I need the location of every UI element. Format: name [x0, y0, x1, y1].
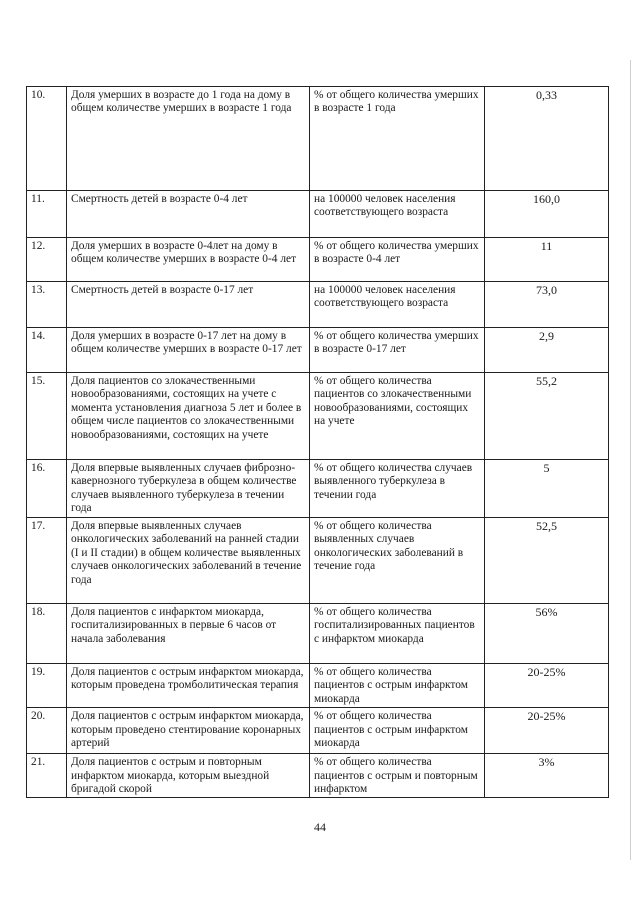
indicator-name: Доля пациентов с острым и повторным инфарктом миокарда, которым выездной бригадой скорой [67, 754, 310, 798]
target-value: 5 [485, 460, 609, 518]
unit-of-measure: % от общего количества пациентов с острым и повторным инфарктом [310, 754, 485, 798]
unit-of-measure: % от общего количества выявленных случаев онкологических заболеваний в течение года [310, 518, 485, 604]
target-value: 160,0 [485, 191, 609, 238]
indicator-name: Доля впервые выявленных случаев онкологических заболеваний на ранней стадии (I и II стадии) в общем количестве выявленных случаев онкологических заболеваний в течение года [67, 518, 310, 604]
unit-of-measure: % от общего количества госпитализированных пациентов с инфарктом миокарда [310, 604, 485, 664]
indicator-name: Доля впервые выявленных случаев фиброзно-кавернозного туберкулеза в общем количестве случаев выявленного туберкулеза в течении года [67, 460, 310, 518]
indicators-table [26, 86, 609, 798]
row-number: 18. [27, 604, 67, 664]
indicator-name: Доля пациентов с острым инфарктом миокарда, которым проведена тромболитическая терапия [67, 664, 310, 708]
table-row [27, 604, 609, 664]
unit-of-measure: % от общего количества пациентов с острым инфарктом миокарда [310, 664, 485, 708]
unit-of-measure: на 100000 человек населения соответствующего возраста [310, 191, 485, 238]
page-number: 44 [314, 820, 326, 834]
indicator-name: Смертность детей в возрасте 0-4 лет [67, 191, 310, 238]
table-row [27, 191, 609, 238]
row-number: 20. [27, 708, 67, 754]
row-number: 13. [27, 282, 67, 328]
table-row [27, 238, 609, 282]
row-number: 10. [27, 87, 67, 191]
scan-edge-line [630, 60, 631, 860]
row-number: 12. [27, 238, 67, 282]
row-number: 21. [27, 754, 67, 798]
row-number: 16. [27, 460, 67, 518]
indicator-name: Доля умерших в возрасте 0-4лет на дому в общем количестве умерших в возрасте 0-4 лет [67, 238, 310, 282]
row-number: 14. [27, 328, 67, 373]
target-value: 56% [485, 604, 609, 664]
row-number: 19. [27, 664, 67, 708]
target-value: 55,2 [485, 373, 609, 460]
table-row [27, 664, 609, 708]
table-row [27, 87, 609, 191]
indicator-name: Доля пациентов с инфарктом миокарда, госпитализированных в первые 6 часов от начала заболевания [67, 604, 310, 664]
unit-of-measure: % от общего количества умерших в возрасте 1 года [310, 87, 485, 191]
row-number: 17. [27, 518, 67, 604]
indicator-name: Доля пациентов с острым инфарктом миокарда, которым проведено стентирование коронарных артерий [67, 708, 310, 754]
unit-of-measure: % от общего количества умерших в возрасте 0-4 лет [310, 238, 485, 282]
table-row [27, 282, 609, 328]
target-value: 20-25% [485, 708, 609, 754]
table-row [27, 460, 609, 518]
unit-of-measure: % от общего количества случаев выявленного туберкулеза в течении года [310, 460, 485, 518]
table-row [27, 373, 609, 460]
indicator-name: Смертность детей в возрасте 0-17 лет [67, 282, 310, 328]
target-value: 52,5 [485, 518, 609, 604]
target-value: 11 [485, 238, 609, 282]
target-value: 3% [485, 754, 609, 798]
row-number: 11. [27, 191, 67, 238]
unit-of-measure: % от общего количества пациентов со злокачественными новообразованиями, состоящих на учете [310, 373, 485, 460]
row-number: 15. [27, 373, 67, 460]
table-row [27, 518, 609, 604]
indicator-name: Доля умерших в возрасте до 1 года на дому в общем количестве умерших в возрасте 1 года [67, 87, 310, 191]
target-value: 0,33 [485, 87, 609, 191]
indicator-name: Доля умерших в возрасте 0-17 лет на дому в общем количестве умерших в возрасте 0-17 лет [67, 328, 310, 373]
target-value: 2,9 [485, 328, 609, 373]
unit-of-measure: % от общего количества пациентов с острым инфарктом миокарда [310, 708, 485, 754]
unit-of-measure: на 100000 человек населения соответствующего возраста [310, 282, 485, 328]
table-row [27, 754, 609, 798]
table-row [27, 708, 609, 754]
unit-of-measure: % от общего количества умерших в возрасте 0-17 лет [310, 328, 485, 373]
target-value: 73,0 [485, 282, 609, 328]
indicator-name: Доля пациентов со злокачественными новообразованиями, состоящих на учете с момента установления диагноза 5 лет и более в общем числе пациентов со злокачественными новообразованиями, состоящих на учете [67, 373, 310, 460]
table-row [27, 328, 609, 373]
target-value: 20-25% [485, 664, 609, 708]
